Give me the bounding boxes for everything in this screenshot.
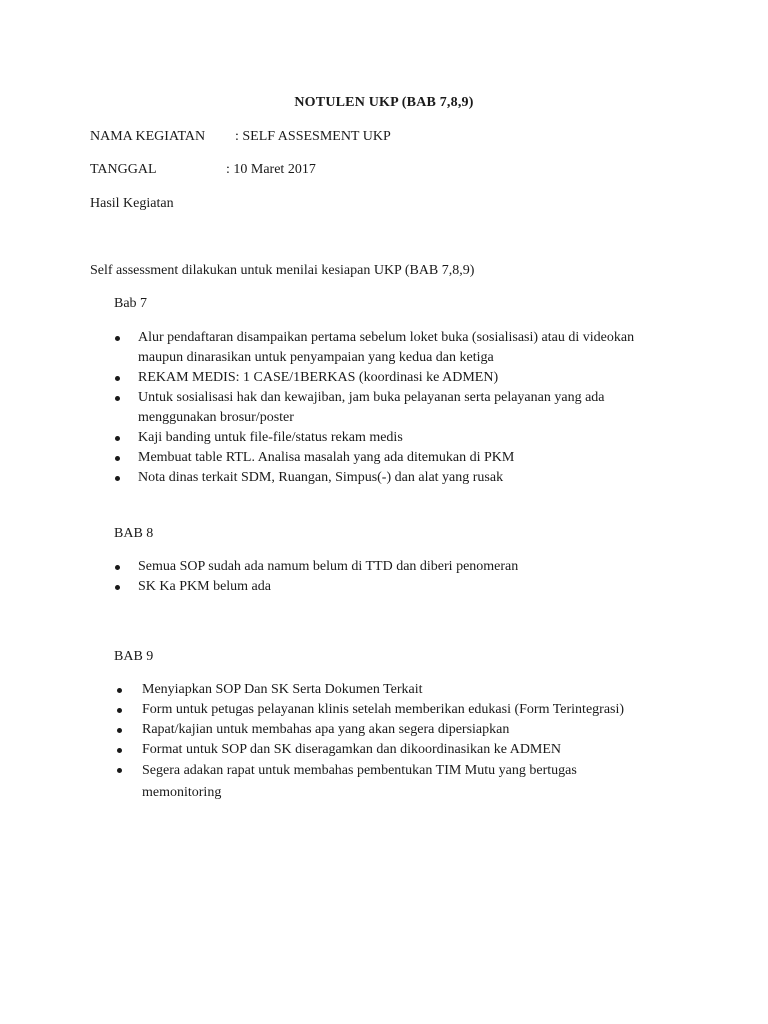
list-item: Segera adakan rapat untuk membahas pembentukan TIM Mutu yang bertugas memonitoring [117,760,622,804]
list-item: Menyiapkan SOP Dan SK Serta Dokumen Terkait [117,680,677,700]
section-heading-bab7: Bab 7 [114,296,148,311]
list-item: SK Ka PKM belum ada [115,577,675,597]
tanggal-label: TANGGAL [90,162,157,177]
list-item: Membuat table RTL. Analisa masalah yang ada ditemukan di PKM [115,448,675,468]
list-item: Semua SOP sudah ada namum belum di TTD dan diberi penomeran [115,557,675,577]
bullet-icon [115,396,120,401]
bullet-icon [117,728,122,733]
bullet-icon [115,436,120,441]
bullet-icon [115,376,120,381]
bullet-icon [115,336,120,341]
nama-kegiatan-row [90,127,391,147]
document-title: NOTULEN UKP (BAB 7,8,9) [294,95,474,110]
list-item: Nota dinas terkait SDM, Ruangan, Simpus(-) dan alat yang rusak [115,468,675,488]
bullet-icon [115,565,120,570]
bab9-list [117,680,677,804]
bullet-icon [117,748,122,753]
section-heading-bab8: BAB 8 [114,526,154,541]
bullet-icon [115,456,120,461]
list-item: REKAM MEDIS: 1 CASE/1BERKAS (koordinasi ke ADMEN) [115,368,675,388]
list-item: Form untuk petugas pelayanan klinis setelah memberikan edukasi (Form Terintegrasi) [117,700,677,720]
nama-kegiatan-label: NAMA KEGIATAN [90,129,206,144]
bullet-icon [115,585,120,590]
tanggal-value: : 10 Maret 2017 [226,162,316,177]
hasil-kegiatan-label: Hasil Kegiatan [90,196,174,211]
nama-kegiatan-value: : SELF ASSESMENT UKP [235,129,391,144]
bab7-list [115,328,675,488]
list-item: Kaji banding untuk file-file/status rekam medis [115,428,675,448]
section-heading-bab9: BAB 9 [114,649,154,664]
list-item: Format untuk SOP dan SK diseragamkan dan dikoordinasikan ke ADMEN [117,740,677,760]
bullet-icon [117,768,122,773]
list-item: Untuk sosialisasi hak dan kewajiban, jam buka pelayanan serta pelayanan yang ada menggunakan brosur/poster [115,388,675,428]
bab8-list [115,557,675,597]
bullet-icon [117,688,122,693]
tanggal-row [90,160,316,180]
bullet-icon [115,476,120,481]
list-item: Rapat/kajian untuk membahas apa yang akan segera dipersiapkan [117,720,677,740]
list-item: Alur pendaftaran disampaikan pertama sebelum loket buka (sosialisasi) atau di videokan maupun dinarasikan untuk penyampaian yang kedua dan ketiga [115,328,675,368]
intro-text: Self assessment dilakukan untuk menilai kesiapan UKP (BAB 7,8,9) [90,263,475,278]
bullet-icon [117,708,122,713]
